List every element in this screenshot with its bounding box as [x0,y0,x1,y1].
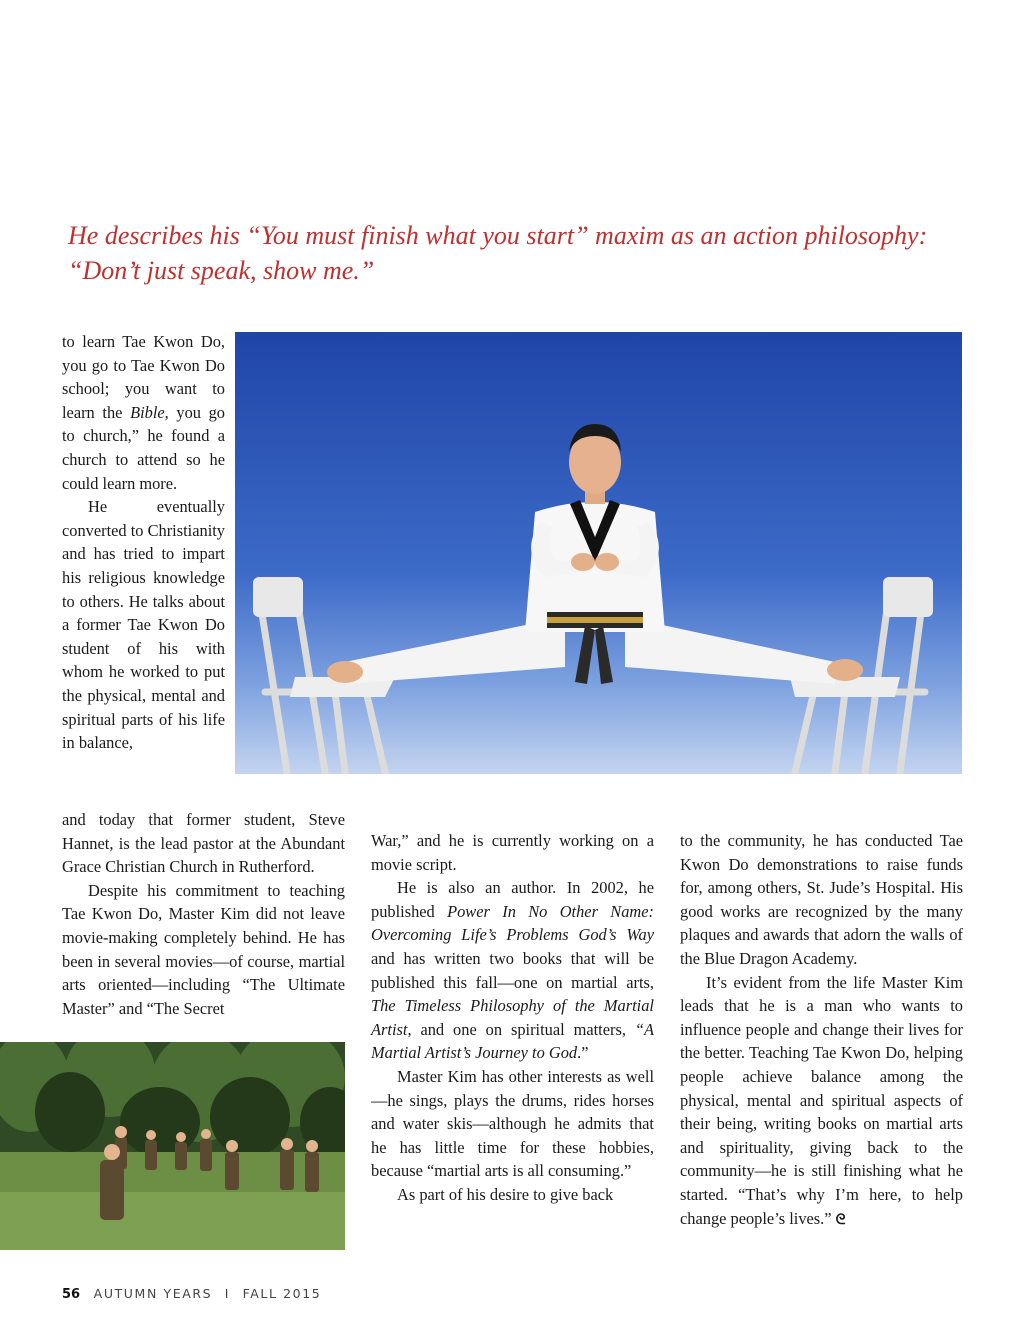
photo-martial-artist-split [235,332,962,774]
footer-separator: I [224,1286,231,1301]
paragraph: Despite his commitment to teaching Tae Kwon Do, Master Kim did not leave movie-making completely behind. He has been in several movies—of course, martial arts oriented—including “The Ultimate Master” and “The Secret [62,880,345,1018]
pull-quote-line-2: “Don’t just speak, show me.” [68,256,375,285]
italic-title: Power In No Other Name: Overcoming Life’s Problems God’s Way [371,901,654,945]
end-mark-icon: ᘓ [835,1211,846,1228]
issue-label: FALL 2015 [242,1286,322,1301]
column-left-bottom [62,808,345,1020]
text-run: , and one on spiritual matters, [407,1019,635,1039]
italic-title: Bible [130,402,165,422]
paragraph [62,330,225,495]
pull-quote [68,218,968,288]
column-left-top [62,330,225,755]
text-run: , you go to church,” he found a church to attend so he could learn more. [62,402,225,493]
paragraph: War,” and he is currently working on a movie script. [371,831,654,874]
publication-name: AUTUMN YEARS [93,1286,213,1301]
italic-title: The Timeless Philosophy of the Martial Artist [371,996,654,1039]
paragraph: to the community, he has conducted Tae Kwon Do demonstrations to raise funds for, among others, St. Jude’s Hospital. His good works are recognized by the many plaques and awards that adorn the walls of the Blue Dragon Academy. [680,831,963,968]
paragraph [680,971,963,1233]
paragraph: As part of his desire to give back [397,1184,614,1204]
italic-title: “A Martial Artist’s Journey to God [371,1019,654,1063]
column-middle [371,829,654,1207]
martial-artist-split-image [235,332,962,774]
text-run: to learn Tae Kwon Do, you go to Tae Kwon Do school; you want to learn the [62,332,225,422]
photo-students-training [0,1042,345,1250]
paragraph: Master Kim has other interests as well—he sings, plays the drums, rides horses and water skis—although he admits that he has little time for these hobbies, because “martial arts is all consuming.” [371,1066,654,1181]
students-training-image [0,1042,345,1250]
paragraph: He eventually converted to Christianity and has tried to impart his religious knowledge to others. He talks about a former Tae Kwon Do student of his with whom he worked to put the physical, mental and spiritual parts of his life in balance, [62,497,225,753]
text-run: He is also an author. In 2002, he published [371,878,654,921]
page-number: 56 [62,1287,81,1302]
text-run: .” [577,1043,589,1063]
paragraph: and today that former student, Steve Hannet, is the lead pastor at the Abundant Grace Christian Church in Rutherford. [62,810,345,877]
text-run: and has written two books that will be published this fall—one on martial arts, [371,948,654,992]
paragraph [371,876,654,1065]
column-right [680,829,963,1232]
pull-quote-line-1: He describes his “You must finish what you start” maxim as an action philosophy: [68,221,928,250]
text-run: It’s evident from the life Master Kim leads that he is a man who wants to influence people and change their lives for the better. Teaching Tae Kwon Do, helping people achieve balance among the physical, mental and spiritual aspects of their being, writing books on martial arts and spirituality, giving back to the community—he is still finishing what he started. “That’s why I’m here, to help change people’s lives.” [680,972,963,1228]
page-footer [62,1286,321,1302]
